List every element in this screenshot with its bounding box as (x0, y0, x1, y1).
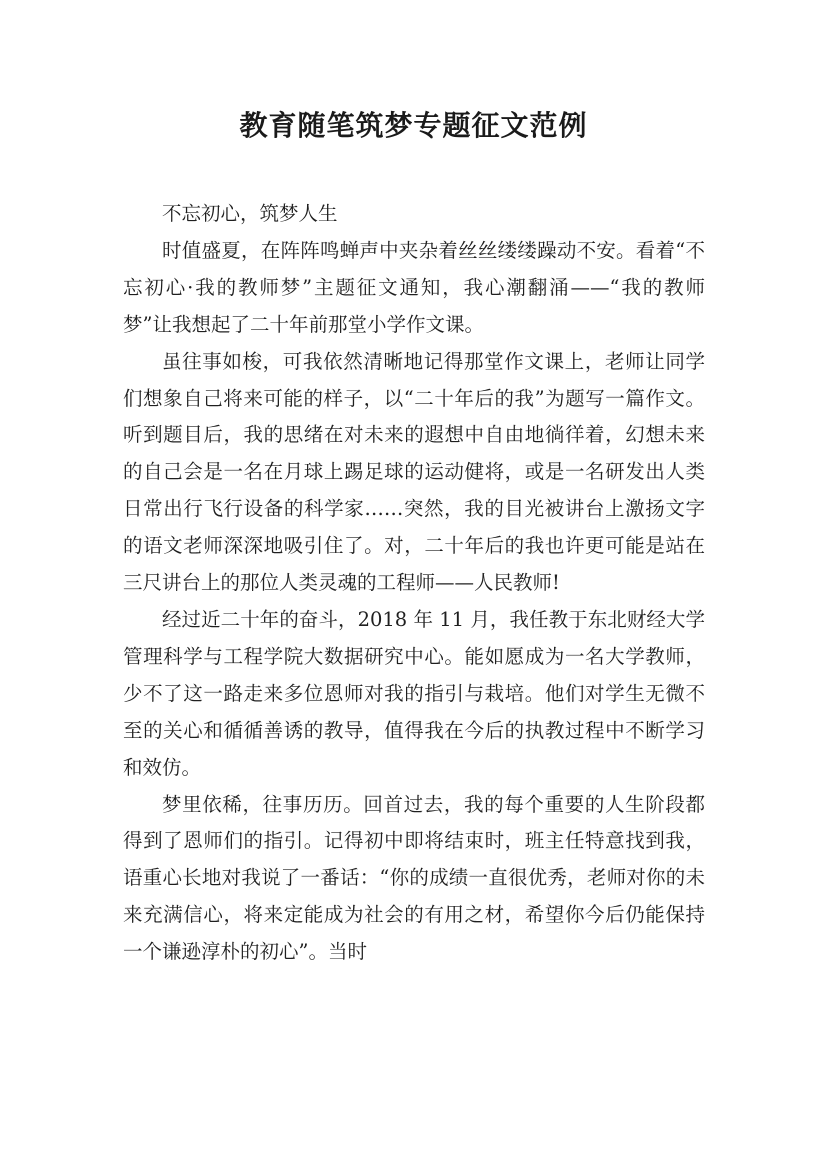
document-title: 教育随笔筑梦专题征文范例 (239, 109, 588, 142)
paragraph: 梦里依稀，往事历历。回首过去，我的每个重要的人生阶段都得到了恩师们的指引。记得初中即将结束时，班主任特意找到我，语重心长地对我说了一番话：“你的成绩一直很优秀，老师对你的未来充满信心，将来定能成为社会的有用之材，希望你今后仍能保持一个谦逊淳朴的初心”。当时 (123, 792, 705, 964)
paragraph: 虽往事如梭，可我依然清晰地记得那堂作文课上，老师让同学们想象自己将来可能的样子，以“二十年后的我”为题写一篇作文。听到题目后，我的思绪在对未来的遐想中自由地徜徉着，幻想未来的自己会是一名在月球上踢足球的运动健将，或是一名研发出人类日常出行飞行设备的科学家……突然，我的目光被讲台上激扬文字的语文老师深深地吸引住了。对，二十年后的我也许更可能是站在三尺讲台上的那位人类灵魂的工程师——人民教师! (123, 349, 705, 595)
document-body (123, 196, 705, 971)
paragraph: 经过近二十年的奋斗，2018 年 11 月，我任教于东北财经大学管理科学与工程学院大数据研究中心。能如愿成为一名大学教师，少不了这一路走来多位恩师对我的指引与栽培。他们对学生无微不至的关心和循循善诱的教导，值得我在今后的执教过程中不断学习和效仿。 (123, 607, 705, 779)
paragraph: 时值盛夏，在阵阵鸣蝉声中夹杂着丝丝缕缕躁动不安。看着“不忘初心·我的教师梦”主题征文通知，我心潮翻涌——“我的教师梦”让我想起了二十年前那堂小学作文课。 (123, 238, 705, 336)
paragraph-subtitle: 不忘初心，筑梦人生 (162, 202, 338, 225)
